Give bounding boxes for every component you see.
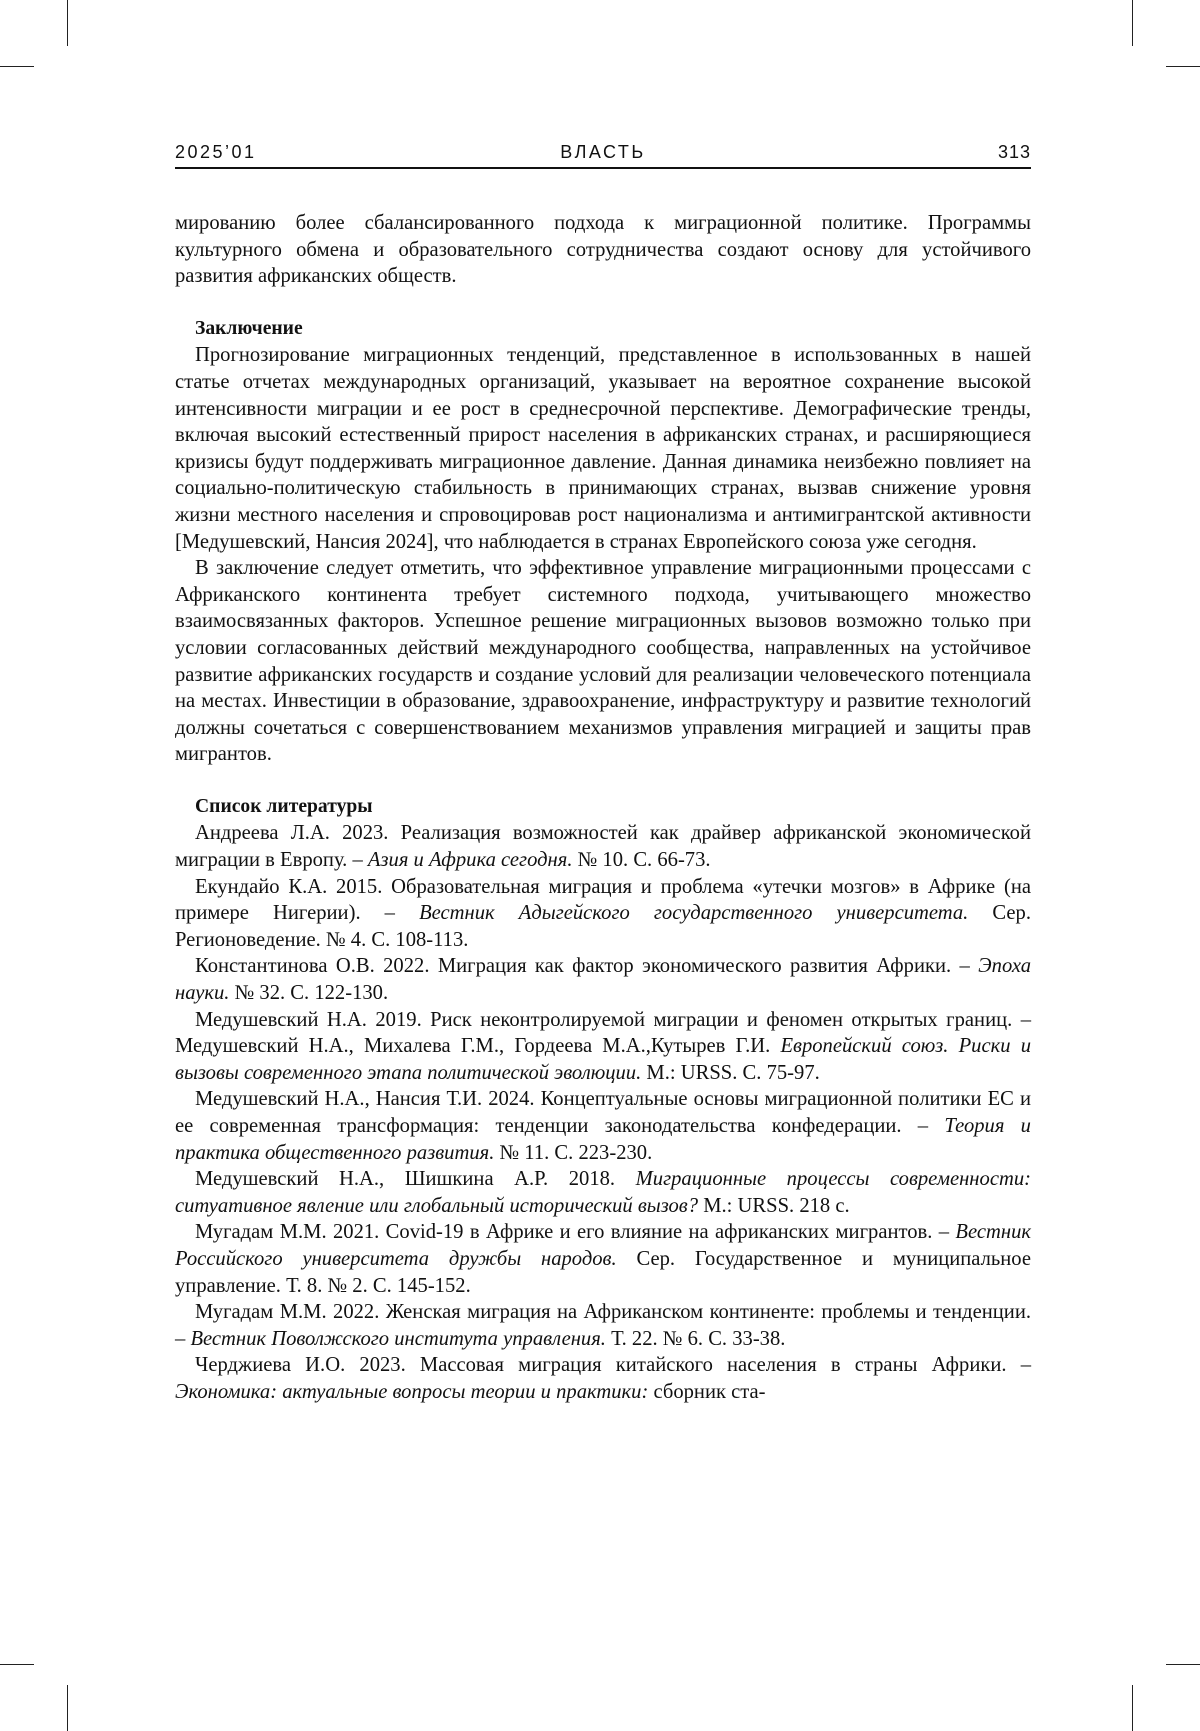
reference-list [175,820,1031,1405]
crop-mark-top-left-h [0,66,34,67]
intro-paragraph: мированию более сбалансированного подхода к миграционной политике. Программы культурного обмена и образовательного сотрудничества создают основу для устойчивого развития африканских обществ. [175,212,1031,288]
crop-mark-top-right [1132,0,1133,46]
crop-mark-bottom-right [1132,1685,1133,1731]
reference-item: Екундайо К.А. 2015. Образовательная миграция и проблема «утечки мозгов» в Африке (на примере Нигерии). – Вестник Адыгейского государственного университета. Сер. Регионоведение. № 4. С. 108-113. [175,875,1031,951]
conclusion-paragraph-1: Прогнозирование миграционных тенденций, представленное в использованных в нашей статье отчетах международных организаций, указывает на вероятное сохранение высокой интенсивности миграции и ее рост в среднесрочной перспективе. Демографические тренды, включая высокий естественный прирост населения в африканских странах, и расширяющиеся кризисы будут поддерживать миграционное давление. Данная динамика неизбежно повлияет на социально-политическую стабильность в принимающих странах, вызвав снижение уровня жизни местного населения и спровоцировав рост национализма и антимигрантской активности [Медушевский, Нансия 2024], что наблюдается в странах Европейского союза уже сегодня. [175,344,1031,553]
page-number: 313 [997,142,1031,162]
conclusion-heading: Заключение [195,317,303,339]
reference-item: Андреева Л.А. 2023. Реализация возможностей как драйвер африканской экономической миграции в Европу. – Азия и Африка сегодня. № 10. С. 66-73. [175,822,1031,872]
reference-item: Медушевский Н.А., Шишкина А.Р. 2018. Миграционные процессы современности: ситуативное явление или глобальный исторический вызов? М.: URSS. 218 с. [175,1168,1031,1217]
crop-mark-bottom-left-h [0,1664,34,1665]
reference-item: Черджиева И.О. 2023. Массовая миграция китайского населения в страны Африки. – Экономика: актуальные вопросы теории и практики: сборник ста- [175,1354,1031,1403]
reference-item: Мугадам М.М. 2022. Женская миграция на Африканском континенте: проблемы и тенденции. – Вестник Поволжского института управления. Т. 22. № 6. С. 33-38. [175,1301,1031,1350]
conclusion-paragraph-2: В заключение следует отметить, что эффективное управление миграционными процессами с Африканского континента требует системного подхода, учитывающего множество взаимосвязанных факторов. Успешное решение миграционных вызовов возможно только при условии согласованных действий международного сообщества, направленных на устойчивое развитие африканских государств и создание условий для реализации человеческого потенциала на местах. Инвестиции в образование, здравоохранение, инфраструктуру и развитие технологий должны сочетаться с совершенствованием механизмов управления миграцией и защиты прав мигрантов. [175,557,1031,766]
article-body [175,210,1031,1406]
journal-title: ВЛАСТЬ [560,142,646,162]
crop-mark-top-right-h [1166,66,1200,67]
references-heading: Список литературы [195,795,373,817]
reference-item: Мугадам М.М. 2021. Covid-19 в Африке и его влияние на африканских мигрантов. – Вестник Российского университета дружбы народов. Сер. Государственное и муниципальное управление. Т. 8. № 2. С. 145-152. [175,1221,1031,1297]
crop-mark-bottom-right-h [1166,1664,1200,1665]
header-rule [175,167,1031,169]
reference-item: Медушевский Н.А., Нансия Т.И. 2024. Концептуальные основы миграционной политики ЕС и ее современная трансформация: тенденции законодательства конфедерации. – Теория и практика общественного развития. № 11. С. 223-230. [175,1088,1031,1164]
reference-item: Медушевский Н.А. 2019. Риск неконтролируемой миграции и феномен открытых границ. – Медушевский Н.А., Михалева Г.М., Гордеева М.А.,Кутырев Г.И. Европейский союз. Риски и вызовы современного этапа политической эволюции. М.: URSS. С. 75-97. [175,1008,1032,1084]
running-header [175,142,1031,168]
crop-mark-top-left [67,0,68,46]
crop-mark-bottom-left [67,1685,68,1731]
issue-number: 2025’01 [175,142,257,162]
reference-item: Константинова О.В. 2022. Миграция как фактор экономического развития Африки. – Эпоха науки. № 32. С. 122-130. [175,955,1031,1005]
